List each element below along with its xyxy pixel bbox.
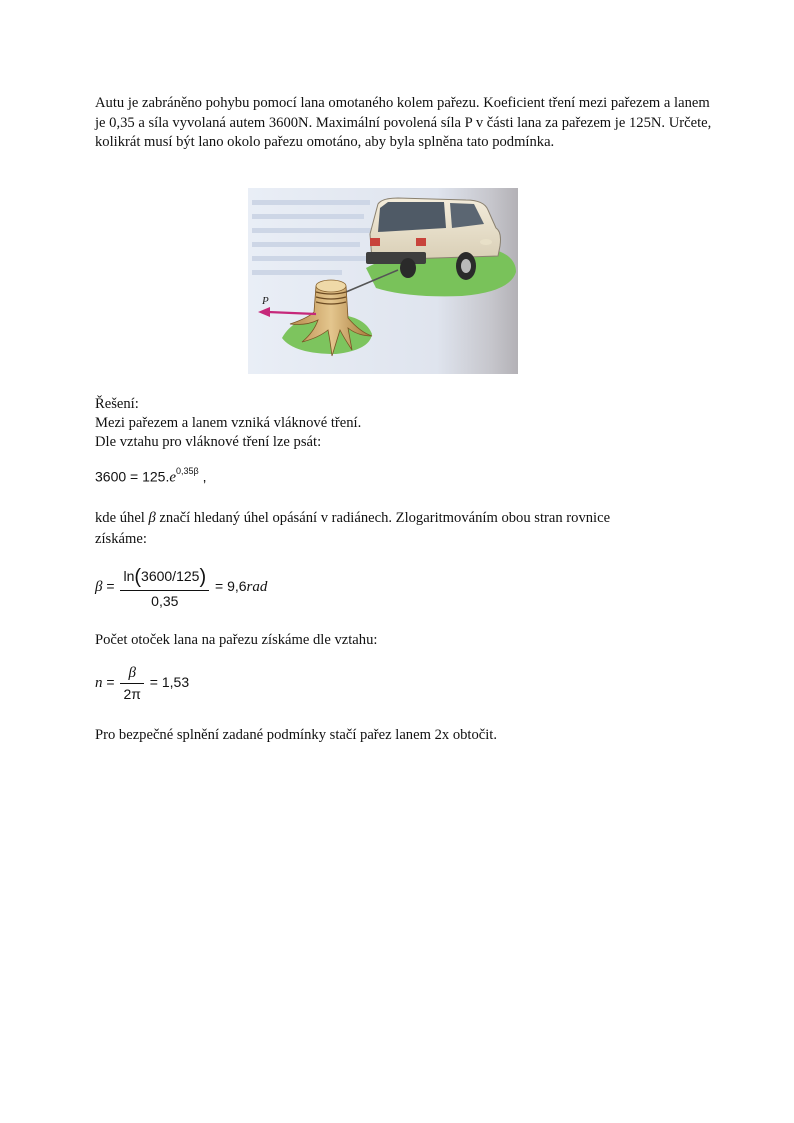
turns-intro: Počet otoček lana na pařezu získáme dle vztahu:	[95, 632, 378, 648]
conclusion: Pro bezpečné splnění zadané podmínky stačí pařez lanem 2x obtočit.	[95, 727, 497, 743]
equation-turns: n = $\frac{\beta}{2\pi}$ = 1,53	[95, 665, 190, 702]
equation-beta: β = $\frac{\ln(3600/125)}{0,35}$ = 9,6rad	[95, 566, 268, 609]
explanation-continuation: získáme:	[95, 531, 147, 547]
problem-statement: Autu je zabráněno pohybu pomocí lana omotaného kolem pařezu. Koeficient tření mezi pařezem a lanem je 0,35 a síla vyvolaná autem 3600N. Maximální povolená síla P v části lana za pařezem je 125N. Určete, kolikrát musí být lano okolo pařezu omotáno, aby byla splněna tato podmínka.	[95, 95, 712, 150]
force-label-p: P	[262, 295, 269, 307]
solution-line-2: Dle vztahu pro vláknové tření lze psát:	[95, 434, 322, 450]
equation-capstan: $3600 = 125.e^{0,35\beta}$ ,	[95, 466, 207, 486]
explanation-line: kde úhel β značí hledaný úhel opásání v radiánech. Zlogaritmováním obou stran rovnice	[95, 510, 611, 526]
solution-heading: Řešení:	[95, 396, 139, 412]
car-stump-illustration	[248, 188, 518, 374]
solution-line-1: Mezi pařezem a lanem vzniká vláknové tření.	[95, 415, 362, 431]
beta-symbol: β	[148, 510, 156, 526]
